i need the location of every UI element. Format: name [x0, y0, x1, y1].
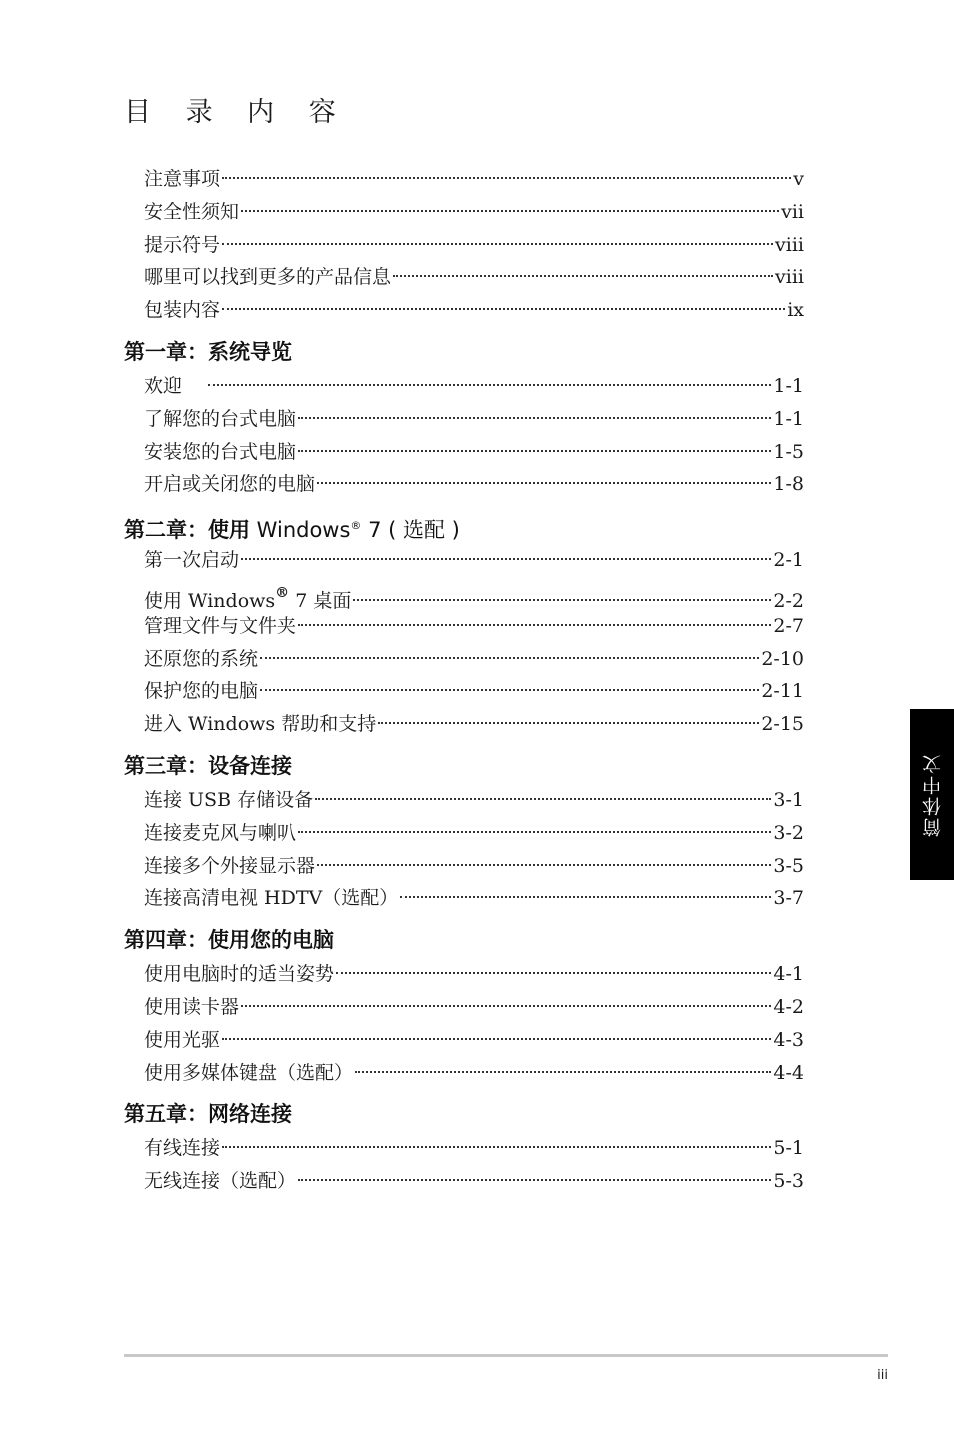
- dot-leader: [241, 209, 779, 212]
- toc-entry-label: 使用电脑时的适当姿势: [144, 963, 335, 986]
- toc-entry-label: 连接多个外接显示器: [144, 854, 316, 877]
- toc-entry[interactable]: [124, 468, 804, 501]
- dot-leader: [400, 895, 771, 898]
- dot-leader: [298, 1178, 771, 1181]
- toc-entry[interactable]: [124, 436, 804, 469]
- dot-leader: [378, 721, 759, 724]
- toc-page-number: vii: [781, 200, 804, 223]
- language-side-tab-label: 简体中文: [921, 752, 944, 837]
- dot-leader: [315, 797, 771, 800]
- dot-leader: [241, 1004, 771, 1007]
- toc-page-number: 3-1: [773, 788, 804, 811]
- toc-entry[interactable]: [124, 817, 804, 850]
- toc-page-number: 5-3: [773, 1170, 804, 1193]
- registered-mark: ®: [350, 519, 362, 533]
- toc-entry[interactable]: [124, 544, 804, 577]
- toc-entry-label: 哪里可以找到更多的产品信息: [144, 266, 392, 289]
- toc-page-number: 1-5: [773, 440, 804, 463]
- toc-page-number: 2-2: [773, 589, 804, 612]
- toc-page-number: 3-7: [773, 887, 804, 910]
- chapter-5-heading[interactable]: 第五章：网络连接: [124, 1102, 292, 1127]
- dot-leader: [353, 598, 771, 601]
- toc-page-number: 1-1: [773, 407, 804, 430]
- dot-leader: [222, 1037, 771, 1040]
- dot-leader: [298, 830, 771, 833]
- toc-page-number: 2-7: [773, 614, 804, 637]
- toc-entry-label: 管理文件与文件夹: [144, 614, 297, 637]
- toc-entry[interactable]: [124, 610, 804, 643]
- toc-entry-label: 欢迎: [144, 374, 207, 397]
- toc-entry-label: 使用多媒体键盘（选配）: [144, 1061, 354, 1084]
- dot-leader: [298, 623, 771, 626]
- toc-entry-label: 连接麦克风与喇叭: [144, 821, 297, 844]
- toc-entry[interactable]: [124, 708, 804, 741]
- dot-leader: [317, 863, 771, 866]
- chapter-2-title-part: 第二章：使用: [124, 518, 250, 543]
- chapter-4-heading[interactable]: 第四章：使用您的电脑: [124, 928, 334, 953]
- toc-entry-label: 连接 USB 存储设备: [144, 788, 314, 811]
- toc-entry[interactable]: [124, 403, 804, 436]
- footer-divider: [124, 1354, 888, 1357]
- toc-label-part: 7 桌面: [289, 589, 352, 612]
- toc-entry[interactable]: [124, 991, 804, 1024]
- toc-entry-label: 无线连接（选配）: [144, 1170, 297, 1193]
- toc-entry[interactable]: [124, 675, 804, 708]
- chapter-2-heading[interactable]: [124, 508, 804, 544]
- toc-entry-label: 进入 Windows 帮助和支持: [144, 713, 377, 736]
- chapter-2-title-part: 7 ( 选配 ): [361, 518, 460, 543]
- toc-entry[interactable]: [124, 370, 804, 403]
- toc-page-number: ix: [787, 299, 804, 322]
- toc-entry-label: 提示符号: [144, 233, 221, 256]
- toc-entry-label: 使用读卡器: [144, 995, 240, 1018]
- toc-page-number: 3-2: [773, 821, 804, 844]
- toc-entry[interactable]: [124, 850, 804, 883]
- toc-entry-safety[interactable]: [124, 196, 804, 229]
- dot-leader: [222, 307, 785, 310]
- toc-page-number: 5-1: [773, 1137, 804, 1160]
- toc-entry[interactable]: [124, 577, 804, 610]
- page-number: iii: [877, 1368, 888, 1383]
- dot-leader: [317, 481, 771, 484]
- dot-leader: [260, 688, 759, 691]
- toc-page-number: 2-15: [761, 713, 804, 736]
- dot-leader: [336, 971, 771, 974]
- dot-leader: [222, 176, 791, 179]
- dot-leader: [298, 416, 771, 419]
- toc-page-number: viii: [775, 233, 804, 256]
- toc-entry-label: 有线连接: [144, 1137, 221, 1160]
- toc-entry[interactable]: [124, 1024, 804, 1057]
- toc-entry-label: 还原您的系统: [144, 647, 259, 670]
- dot-leader: [222, 1145, 771, 1148]
- toc-entry-symbols[interactable]: [124, 229, 804, 262]
- toc-entry-label: 包装内容: [144, 299, 221, 322]
- toc-page-number: 4-4: [773, 1061, 804, 1084]
- toc-entry-more-info[interactable]: [124, 261, 804, 294]
- dot-leader: [222, 242, 773, 245]
- toc-entry-label: 安装您的台式电脑: [144, 440, 297, 463]
- toc-page-number: 2-11: [761, 680, 804, 703]
- dot-leader: [208, 383, 771, 386]
- toc-entry[interactable]: [124, 958, 804, 991]
- toc-entry[interactable]: [124, 784, 804, 817]
- toc-entry-label: 保护您的电脑: [144, 680, 259, 703]
- toc-entry-label: 了解您的台式电脑: [144, 407, 297, 430]
- language-side-tab: [910, 709, 954, 880]
- toc-entry[interactable]: [124, 882, 804, 915]
- dot-leader: [298, 449, 771, 452]
- toc-entry[interactable]: [124, 1057, 804, 1090]
- toc-page-number: 3-5: [773, 854, 804, 877]
- toc-entry-package[interactable]: [124, 294, 804, 327]
- toc-entry-notices[interactable]: [124, 163, 804, 196]
- registered-mark: ®: [275, 584, 290, 601]
- toc-page-number: viii: [775, 266, 804, 289]
- toc-entry-label: 第一次启动: [144, 549, 240, 572]
- toc-entry[interactable]: [124, 643, 804, 676]
- toc-entry[interactable]: [124, 1165, 804, 1198]
- toc-entry[interactable]: [124, 1132, 804, 1165]
- dot-leader: [355, 1070, 771, 1073]
- toc-entry-label: 安全性须知: [144, 200, 240, 223]
- toc-entry-label: 连接高清电视 HDTV（选配）: [144, 887, 399, 910]
- toc-page-number: v: [793, 168, 804, 190]
- toc-page-number: 4-1: [773, 963, 804, 986]
- table-of-contents: [124, 163, 804, 1198]
- toc-page-number: 1-8: [773, 473, 804, 496]
- toc-page-number: 4-3: [773, 1028, 804, 1051]
- toc-page-number: 2-10: [761, 647, 804, 670]
- toc-label-part: 使用 Windows: [144, 589, 276, 612]
- chapter-3-heading[interactable]: 第三章：设备连接: [124, 753, 292, 778]
- toc-page-number: 2-1: [773, 549, 804, 572]
- page-title: 目 录 内 容: [124, 97, 349, 128]
- toc-entry-label: 注意事项: [144, 168, 221, 190]
- toc-page-number: 4-2: [773, 995, 804, 1018]
- dot-leader: [393, 274, 773, 277]
- chapter-1-heading[interactable]: 第一章：系统导览: [124, 339, 292, 364]
- chapter-2-title-part: Windows: [250, 518, 351, 543]
- dot-leader: [241, 557, 771, 560]
- toc-entry-label: 使用光驱: [144, 1028, 221, 1051]
- toc-entry-label: 开启或关闭您的电脑: [144, 473, 316, 496]
- toc-page-number: 1-1: [773, 374, 804, 397]
- dot-leader: [260, 656, 759, 659]
